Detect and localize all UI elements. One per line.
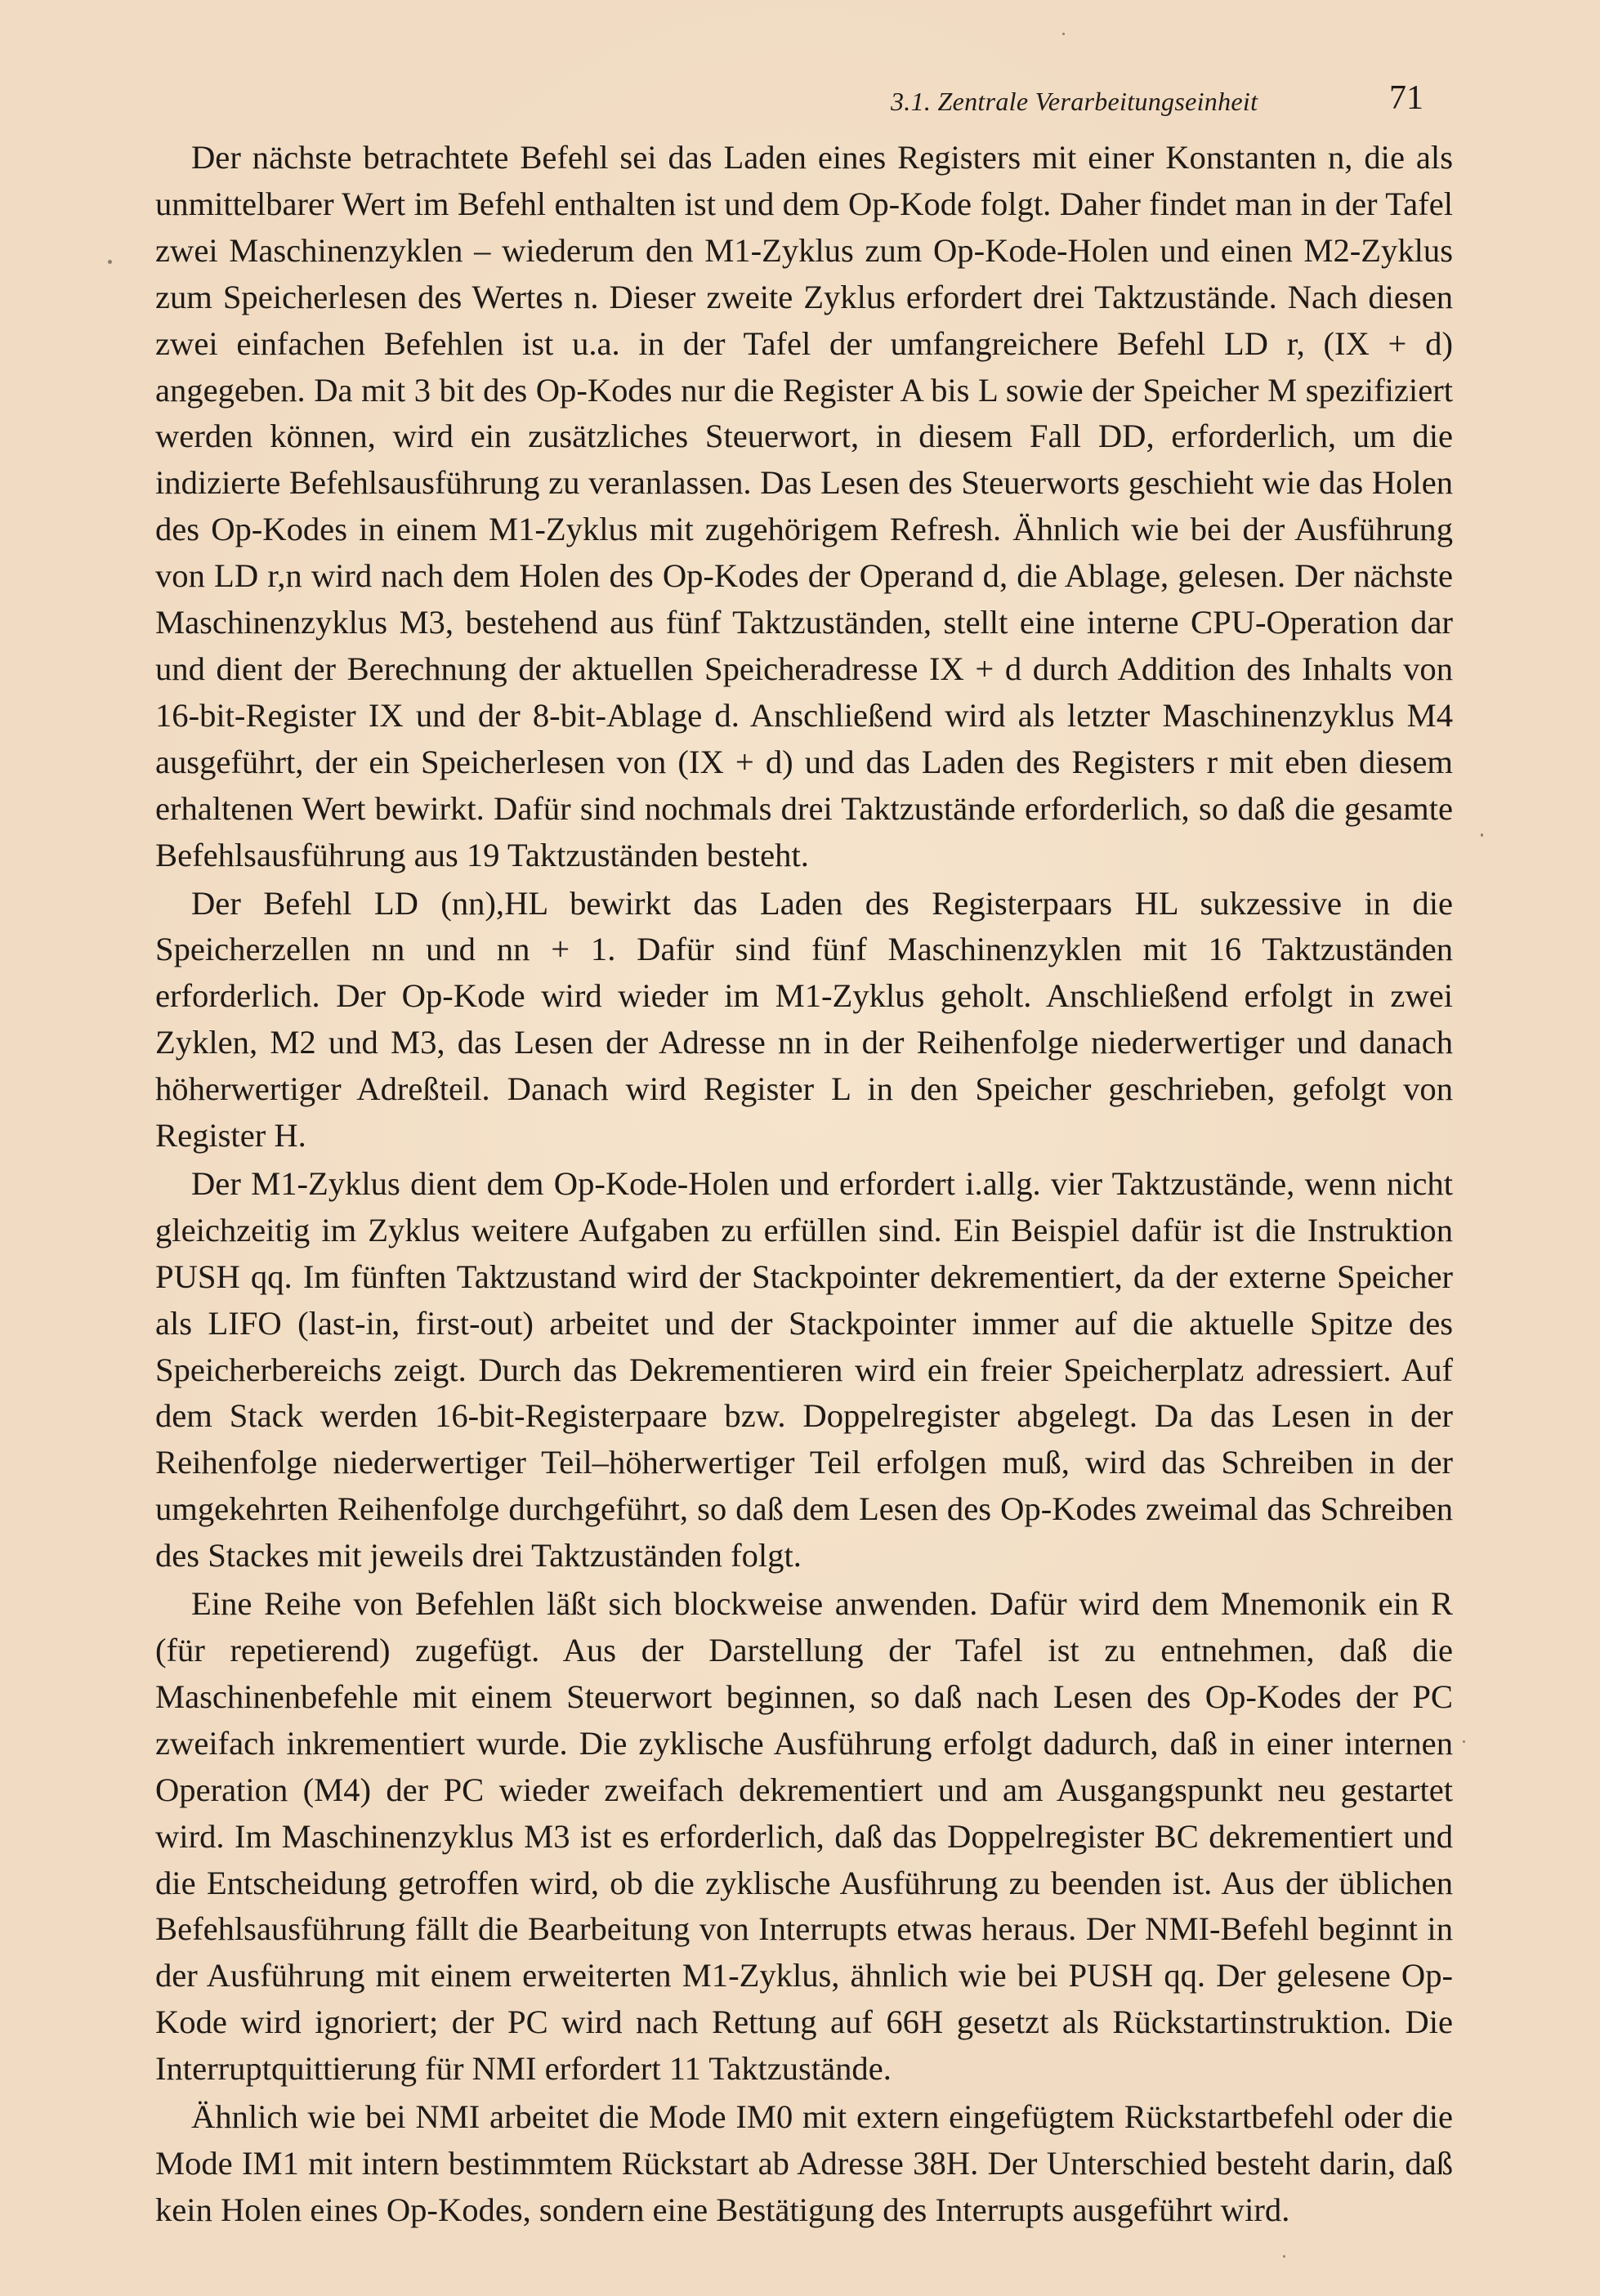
paragraph: Ähnlich wie bei NMI arbeitet die Mode IM0 mit extern eingefügtem Rückstartbefehl oder die Mode IM1 mit intern bestimmtem Rückstart ab Adresse 38H. Der Unterschied besteht darin, daß kein Holen eines Op-Kodes, sondern eine Bestätigung des Interrupts ausgeführt wird.	[155, 2098, 1453, 2228]
running-head	[891, 78, 1446, 127]
paper-speck	[1463, 1740, 1465, 1743]
paragraph: Der Befehl LD (nn),HL bewirkt das Laden des Registerpaars HL sukzessive in die Speicherzellen nn und nn + 1. Dafür sind fünf Maschinenzyklen mit 16 Taktzuständen erforderlich. Der Op-Kode wird wieder im M1-Zyklus geholt. Anschließend erfolgt in zwei Zyklen, M2 und M3, das Lesen der Adresse nn in der Reihenfolge niederwertiger und danach höherwertiger Adreßteil. Danach wird Register L in den Speicher geschrieben, gefolgt von Register H.	[155, 884, 1453, 1155]
paper-speck	[108, 260, 112, 264]
paragraph: Der nächste betrachtete Befehl sei das Laden eines Registers mit einer Konstanten n, die als unmittelbarer Wert im Befehl enthalten ist und dem Op-Kode folgt. Daher findet man in der Tafel zwei Maschinenzyklen – wiederum den M1-Zyklus zum Op-Kode-Holen und einen M2-Zyklus zum Speicherlesen des Wertes n. Dieser zweite Zyklus erfordert drei Taktzustände. Nach diesen zwei einfachen Befehlen ist u.a. in der Tafel der umfangreichere Befehl LD r, (IX + d) angegeben. Da mit 3 bit des Op-Kodes nur die Register A bis L sowie der Speicher M spezifiziert werden können, wird ein zusätzliches Steuerwort, in diesem Fall DD, erforderlich, um die indizierte Befehlsausführung zu veranlassen. Das Lesen des Steuerworts geschieht wie das Holen des Op-Kodes in einem M1-Zyklus mit zugehörigem Refresh. Ähnlich wie bei der Ausführung von LD r,n wird nach dem Holen des Op-Kodes der Operand d, die Ablage, gelesen. Der nächste Maschinenzyklus M3, bestehend aus fünf Taktzuständen, stellt eine interne CPU-Operation dar und dient der Berechnung der aktuellen Speicheradresse IX + d durch Addition des Inhalts von 16-bit-Register IX und der 8-bit-Ablage d. Anschließend wird als letzter Maschinenzyklus M4 ausgeführt, der ein Speicherlesen von (IX + d) und das Laden des Registers r mit eben diesem erhaltenen Wert bewirkt. Dafür sind nochmals drei Taktzustände erforderlich, so daß die gesamte Befehlsausführung aus 19 Taktzuständen besteht.	[155, 139, 1453, 873]
paragraph: Der M1-Zyklus dient dem Op-Kode-Holen und erfordert i.allg. vier Taktzustände, wenn nicht gleichzeitig im Zyklus weitere Aufgaben zu erfüllen sind. Ein Beispiel dafür ist die Instruktion PUSH qq. Im fünften Taktzustand wird der Stackpointer dekrementiert, da der externe Speicher als LIFO (last-in, first-out) arbeitet und der Stackpointer immer auf die aktuelle Spitze des Speicherbereichs zeigt. Durch das Dekrementieren wird ein freier Speicherplatz adressiert. Auf dem Stack werden 16-bit-Registerpaare bzw. Doppelregister abgelegt. Da das Lesen in der Reihenfolge niederwertiger Teil–höherwertiger Teil erfolgen muß, wird das Schreiben in der umgekehrten Reihenfolge durchgeführt, so daß dem Lesen des Op-Kodes zweimal das Schreiben des Stackes mit jeweils drei Taktzuständen folgt.	[155, 1164, 1453, 1575]
body-text	[155, 135, 1453, 2236]
paper-speck	[1481, 833, 1483, 837]
page-number: 71	[1389, 79, 1423, 117]
paragraph: Eine Reihe von Befehlen läßt sich blockweise anwenden. Dafür wird dem Mnemonik ein R (für repetierend) zugefügt. Aus der Darstellung der Tafel ist zu entnehmen, daß die Maschinenbefehle mit einem Steuerwort beginnen, so daß nach Lesen des Op-Kodes der PC zweifach inkrementiert wurde. Die zyklische Ausführung erfolgt dadurch, daß in einer internen Operation (M4) der PC wieder zweifach dekrementiert und am Ausgangspunkt neu gestartet wird. Im Maschinenzyklus M3 ist es erforderlich, daß das Doppelregister BC dekrementiert und die Entscheidung getroffen wird, ob die zyklische Ausführung zu beenden ist. Aus der üblichen Befehlsausführung fällt die Bearbeitung von Interrupts etwas heraus. Der NMI-Befehl beginnt in der Ausführung mit einem erweiterten M1-Zyklus, ähnlich wie bei PUSH qq. Der gelesene Op-Kode wird ignoriert; der PC wird nach Rettung auf 66H gesetzt als Rückstartinstruktion. Die Interruptquittierung für NMI erfordert 11 Taktzustände.	[155, 1585, 1453, 2088]
paper-speck	[1283, 2255, 1285, 2258]
paper-speck	[1062, 33, 1065, 35]
section-title: 3.1. Zentrale Verarbeitungseinheit	[891, 87, 1258, 116]
